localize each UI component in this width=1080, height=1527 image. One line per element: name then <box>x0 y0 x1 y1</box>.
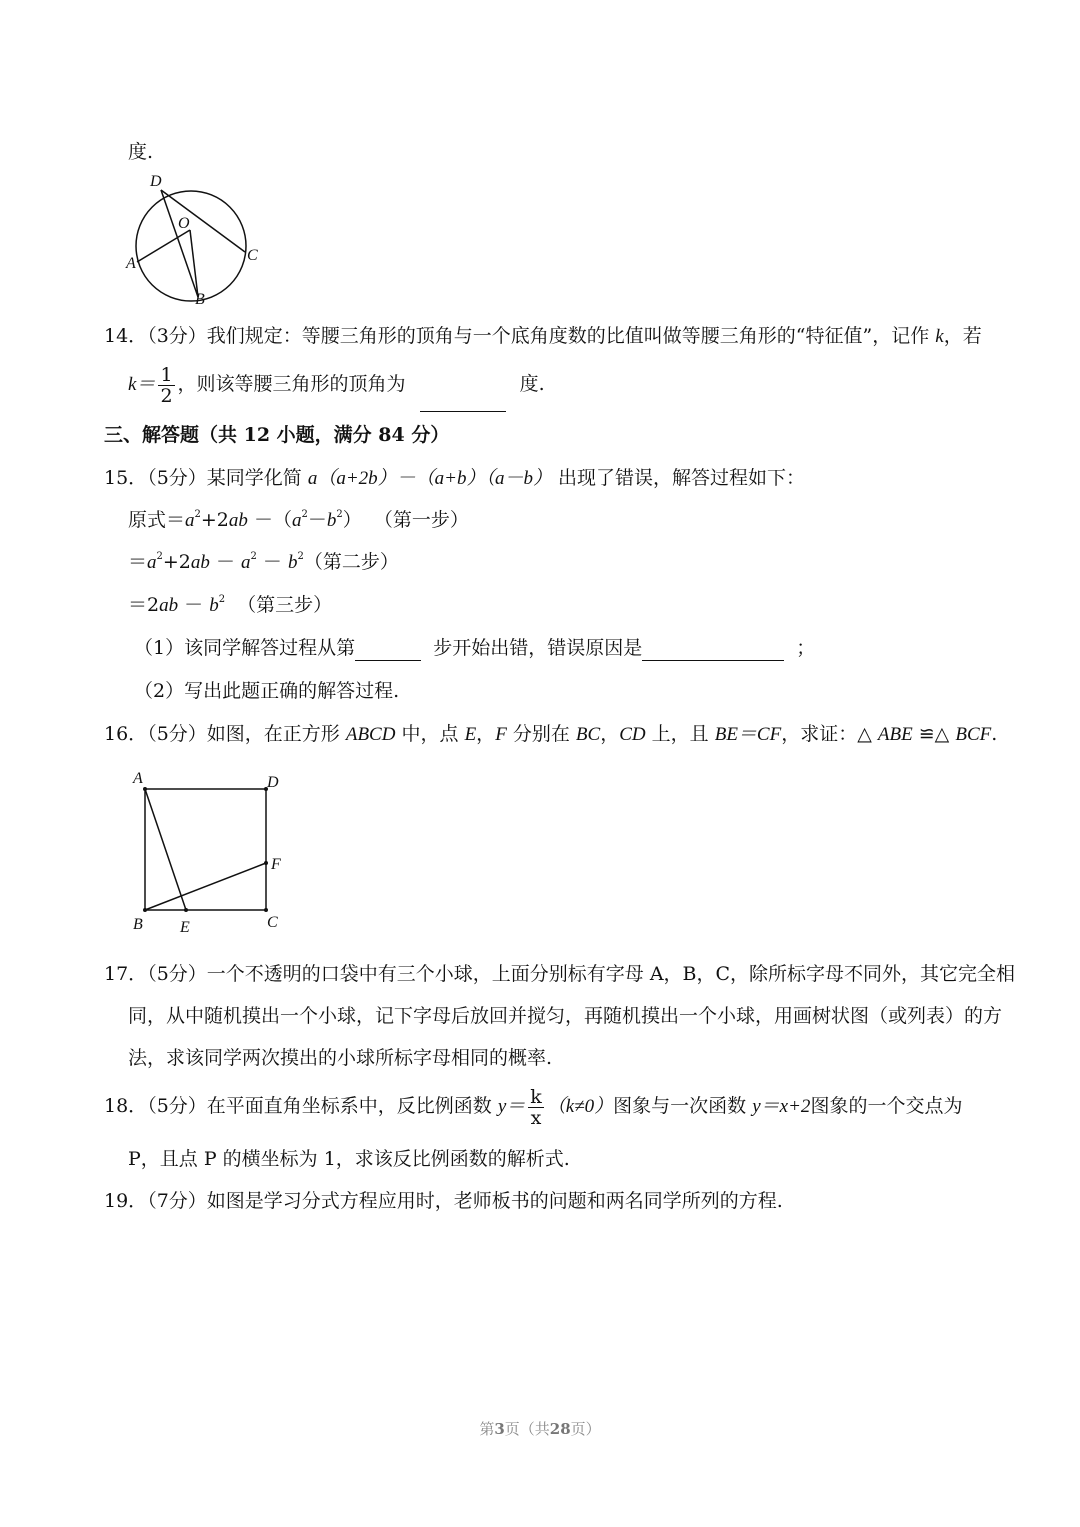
q16-text-g: ，求证：△ <box>781 723 872 745</box>
q14-fraction <box>158 365 174 406</box>
q14-score: （3分） <box>147 325 207 347</box>
q14-text-tail: ，若 <box>943 325 982 347</box>
q14-number: 14． <box>104 325 148 347</box>
q15-step-3: $=2ab - b^2$ （第三步） <box>128 593 333 616</box>
q15-sub-2: （2）写出此题正确的解答过程. <box>134 680 400 702</box>
q15-number: 15． <box>104 467 148 489</box>
continued-text: 度. <box>128 141 154 163</box>
label-b: B <box>133 916 143 933</box>
q15-sub1-text-a: （1）该同学解答过程从第 <box>134 637 356 659</box>
question-18-line-2: P，且点 P 的横坐标为 1，求该反比例函数的解析式. <box>128 1148 570 1170</box>
question-16-line-1 <box>104 722 997 747</box>
q17-number: 17． <box>104 963 148 985</box>
q18-text-c: 图象的一个交点为 <box>810 1095 963 1117</box>
question-17-line-3: 法，求该同学两次摸出的小球所标字母相同的概率. <box>128 1047 553 1069</box>
q18-frac-num: k <box>530 1085 542 1108</box>
segment-bf <box>145 863 266 910</box>
q14-var-k: k <box>935 326 944 347</box>
segment-ae <box>145 789 186 910</box>
q16-var-bcf: BCF <box>955 724 992 745</box>
q19-score: （7分） <box>147 1190 207 1212</box>
q16-var-bc: BC <box>575 724 601 745</box>
q16-var-abe: ABE <box>877 724 913 745</box>
label-c: C <box>267 914 278 931</box>
q16-var-cd: CD <box>619 724 646 745</box>
label-c: C <box>247 247 258 264</box>
footer-total-pages: 28 <box>549 1420 571 1438</box>
q14-text-2: ，则该等腰三角形的顶角为 <box>177 373 406 395</box>
q16-text-d: 分别在 <box>512 723 570 745</box>
question-18-line-1 <box>104 1084 962 1129</box>
q18-text-a: 在平面直角坐标系中，反比例函数 <box>206 1095 492 1117</box>
q18-score: （5分） <box>147 1095 207 1117</box>
q19-text: 如图是学习分式方程应用时，老师板书的问题和两名同学所列的方程. <box>206 1190 783 1212</box>
label-d: D <box>267 774 279 791</box>
point-f <box>264 861 268 865</box>
q15-step1-prefix: 原式＝ <box>128 509 186 531</box>
footer-mid: 页（共 <box>504 1420 550 1438</box>
point-b <box>143 908 147 912</box>
q14-frac-den: 2 <box>160 384 173 407</box>
q16-text-b: 中，点 <box>401 723 459 745</box>
label-e: E <box>180 919 190 936</box>
label-f: F <box>271 856 281 873</box>
q14-answer-blank[interactable] <box>420 411 506 412</box>
q15-step1-label: （第一步） <box>373 509 469 531</box>
q16-score: （5分） <box>147 723 207 745</box>
q16-text-h: ≌△ <box>918 723 950 745</box>
q16-text-c: ， <box>476 723 496 745</box>
q15-sub-1 <box>134 636 815 661</box>
q15-score: （5分） <box>147 467 207 489</box>
point-a <box>143 787 147 791</box>
q18-frac-den: x <box>530 1106 542 1129</box>
q16-var-e: E <box>464 724 477 745</box>
q16-text-f: 上，且 <box>651 723 709 745</box>
q18-fraction <box>528 1087 544 1128</box>
q14-unit: 度. <box>519 373 545 395</box>
label-b: B <box>195 291 205 308</box>
q15-step3-label: （第三步） <box>237 594 333 616</box>
footer-page-number: 3 <box>494 1420 505 1438</box>
question-15-line-1 <box>104 466 805 491</box>
circle-outline <box>136 191 246 301</box>
q18-condition: （k≠0） <box>546 1096 614 1117</box>
page-footer <box>0 1418 1080 1439</box>
q18-number: 18． <box>104 1095 148 1117</box>
q14-text: 我们规定：等腰三角形的顶角与一个底角度数的比值叫做等腰三角形的“特征值”，记作 <box>206 325 930 347</box>
q16-text-e: ， <box>600 723 620 745</box>
question-14-line-2 <box>128 362 545 407</box>
segment-ao <box>137 230 190 262</box>
question-19-line-1 <box>104 1189 783 1213</box>
point-e <box>184 908 188 912</box>
q19-number: 19． <box>104 1190 148 1212</box>
q15-step-2: $=a^2+2ab - a^2 - b^2$（第二步） <box>128 550 399 573</box>
q15-sub1-text-c: ； <box>796 637 816 659</box>
q16-var-f: F <box>495 724 507 745</box>
q17-score: （5分） <box>147 963 207 985</box>
q16-number: 16． <box>104 723 148 745</box>
q15-step-blank[interactable] <box>355 636 421 661</box>
point-c <box>264 908 268 912</box>
q15-text-b: 出现了错误，解答过程如下： <box>558 467 806 489</box>
q18-text-b: 图象与一次函数 <box>613 1095 747 1117</box>
circle-figure <box>120 168 270 308</box>
question-17-line-1 <box>104 962 1015 986</box>
q16-text-a: 如图，在正方形 <box>206 723 340 745</box>
footer-post: 页） <box>570 1420 601 1438</box>
question-17-line-2: 同，从中随机摸出一个小球，记下字母后放回并搅匀，再随机摸出一个小球，用画树状图（或列表）的方 <box>128 1005 1003 1027</box>
label-o: O <box>178 215 190 232</box>
label-d: D <box>150 173 162 190</box>
label-a: A <box>133 770 143 787</box>
footer-pre: 第 <box>479 1420 495 1438</box>
q16-var-becf: BE＝CF <box>714 724 782 745</box>
q18-y-equals: y＝ <box>497 1096 526 1117</box>
q18-linear: y＝x+2 <box>752 1096 811 1117</box>
label-a: A <box>126 255 136 272</box>
segment-dc <box>161 190 245 252</box>
q16-var-abcd: ABCD <box>345 724 396 745</box>
q14-frac-num: 1 <box>160 363 173 386</box>
question-14-line-1 <box>104 324 982 349</box>
q15-sub1-text-b: 步开始出错，错误原因是 <box>433 637 643 659</box>
square-figure <box>124 765 294 937</box>
q16-text-i: . <box>991 723 998 745</box>
q15-step2-label: （第二步） <box>303 551 399 573</box>
q17-text-1: 一个不透明的口袋中有三个小球，上面分别标有字母 A，B，C，除所标字母不同外，其它完全相 <box>206 963 1016 985</box>
q15-text-a: 某同学化简 <box>206 467 302 489</box>
q15-step-1: 原式$=a^2+2ab -(a^2-b^2)$ （第一步） <box>128 508 469 531</box>
q15-expression: a（a+2b）－（a+b）（a－b） <box>307 468 552 489</box>
square-abcd <box>145 789 266 910</box>
section-3-title: 三、解答题（共 12 小题，满分 84 分） <box>104 424 450 446</box>
q14-k-equals: k＝ <box>128 374 156 395</box>
q15-reason-blank[interactable] <box>642 636 784 661</box>
